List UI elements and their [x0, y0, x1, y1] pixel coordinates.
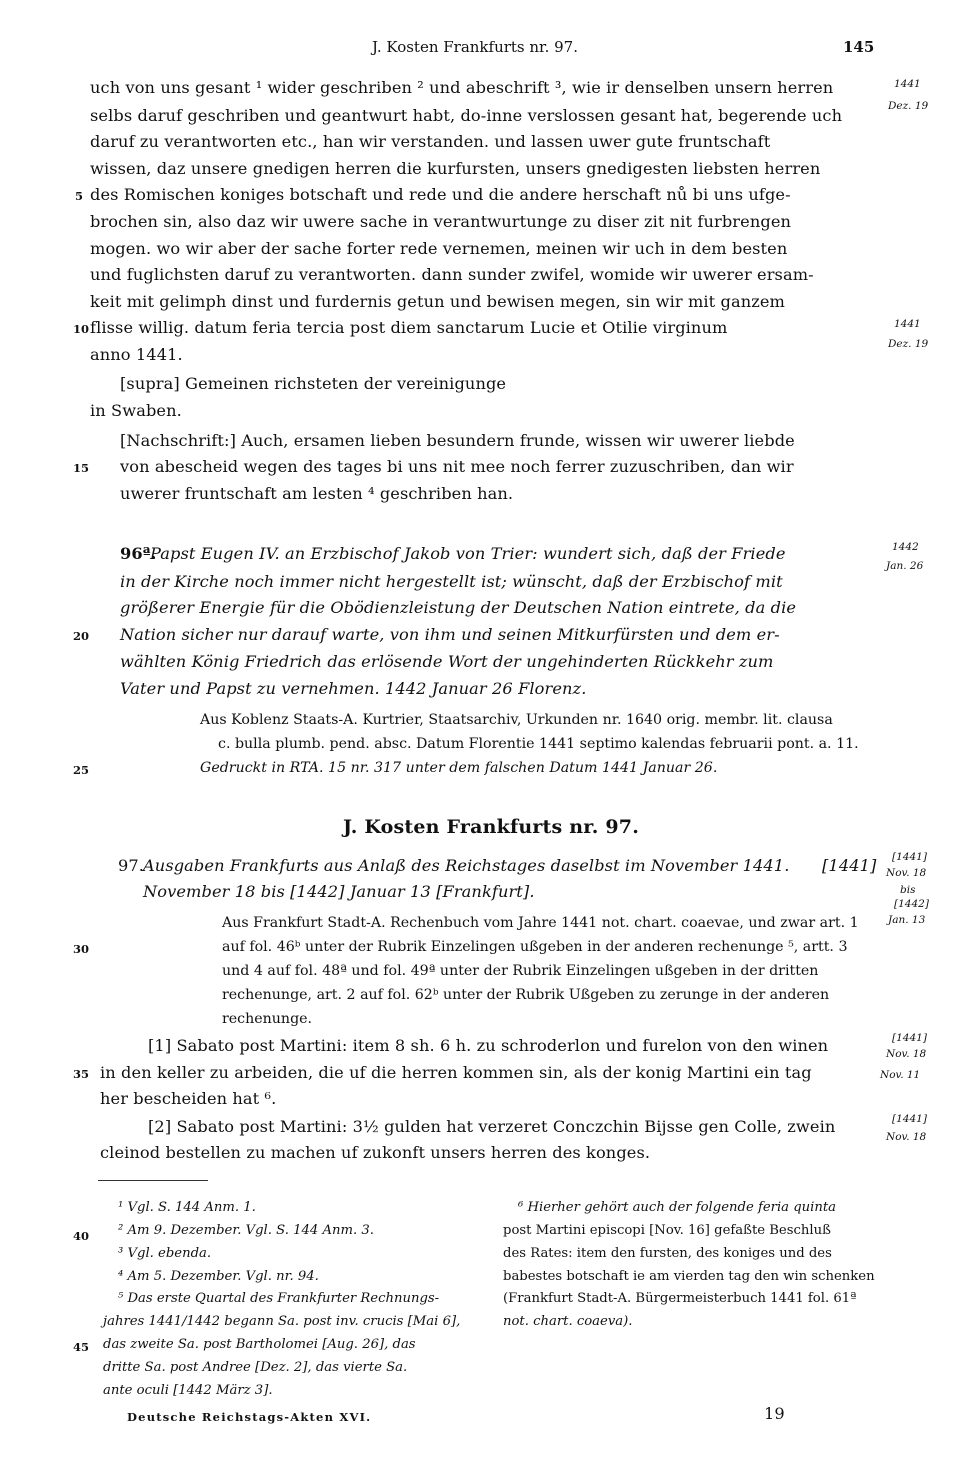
margin-date: [1441] [892, 1113, 927, 1125]
footnote-line: ⁵ Das erste Quartal des Frankfurter Rechnungs- [118, 1291, 440, 1306]
entry-line: [1] Sabato post Martini: item 8 sh. 6 h. zu schroderlon und furelon von den winen [148, 1036, 829, 1055]
regest-line: größerer Energie für die Obödienzleistung der Deutschen Nation eintrete, da die [120, 598, 797, 617]
regest-line: Papst Eugen IV. an Erzbischof Jakob von Trier: wundert sich, daß der Friede [150, 544, 786, 563]
entry-line: cleinod bestellen zu machen uf zukonft unsers herren des konges. [100, 1143, 651, 1162]
footnote-line: des Rates: item den fursten, des koniges und des [503, 1246, 832, 1261]
text-line: uch von uns gesant ¹ wider geschriben ² und abeschrift ³, wie ir denselben unsern herren [90, 78, 834, 97]
margin-date: 1441 [894, 318, 921, 330]
doc-number: 96ª. [120, 544, 157, 563]
entry-line: in den keller zu arbeiden, die uf die herren kommen sin, als der konig Martini ein tag [100, 1063, 812, 1082]
series-title: Deutsche Reichstags-Akten XVI. [127, 1410, 372, 1424]
text-line: des Romischen koniges botschaft und rede und die andere herschaft nů bi uns ufge- [90, 185, 791, 204]
source-line: rechenunge, art. 2 auf fol. 62ᵇ unter der Rubrik Ußgeben zu zerunge in der anderen [222, 987, 830, 1003]
line-number: 35 [73, 1067, 90, 1081]
entry-line: her bescheiden hat ⁶. [100, 1089, 277, 1108]
margin-date: Dez. 19 [888, 100, 929, 112]
source-line: auf fol. 46ᵇ unter der Rubrik Einzelingen ußgeben in der anderen rechenunge ⁵, artt. 3 [222, 939, 848, 955]
margin-date: [1441] [892, 851, 927, 863]
signature-number: 19 [764, 1404, 785, 1423]
margin-date: 1442 [892, 541, 919, 553]
doc-number: 97. [118, 856, 145, 875]
margin-date: Nov. 18 [886, 1048, 927, 1060]
text-line: und fuglichsten daruf zu verantworten. dann sunder zwifel, womide wir uwerer ersam- [90, 265, 814, 284]
footnote-line: not. chart. coaeva). [503, 1314, 633, 1329]
text-line: anno 1441. [90, 345, 183, 364]
line-number: 15 [73, 461, 90, 475]
footnote-line: ante oculi [1442 März 3]. [103, 1383, 273, 1398]
text-line: wissen, daz unsere gnedigen herren die kurfursten, unsers gnedigesten liebsten herren [90, 159, 821, 178]
regest-line: November 18 bis [1442] Januar 13 [Frankfurt]. [143, 882, 535, 901]
footnote-line: ¹ Vgl. S. 144 Anm. 1. [118, 1200, 256, 1215]
line-number: 10 [73, 322, 90, 336]
footnote-line: ⁴ Am 5. Dezember. Vgl. nr. 94. [118, 1269, 319, 1284]
footnote-line: das zweite Sa. post Bartholomei [Aug. 26], das [103, 1337, 416, 1352]
margin-date: Nov. 18 [886, 867, 927, 879]
regest-line: Nation sicher nur darauf warte, von ihm und seinen Mitkurfürsten und dem er- [120, 625, 780, 644]
text-line: daruf zu verantworten etc., han wir verstanden. und lassen uwer gute fruntschaft [90, 132, 771, 151]
footnote-line: jahres 1441/1442 begann Sa. post inv. crucis [Mai 6], [103, 1314, 461, 1329]
margin-date: [1441] [892, 1032, 927, 1044]
footnote-line: ² Am 9. Dezember. Vgl. S. 144 Anm. 3. [118, 1223, 374, 1238]
date-bracket: [1441] [822, 856, 877, 875]
source-line: Aus Koblenz Staats-A. Kurtrier, Staatsarchiv, Urkunden nr. 1640 orig. membr. lit. clausa [200, 712, 833, 728]
footnote-line: babestes botschaft ie am vierden tag den win schenken [503, 1269, 875, 1284]
footnote-rule [98, 1180, 208, 1181]
footnote-line: ⁶ Hierher gehört auch der folgende feria quinta [518, 1200, 837, 1215]
margin-date: Nov. 18 [886, 1131, 927, 1143]
margin-date: bis [900, 884, 916, 896]
text-line: brochen sin, also daz wir uwere sache in verantwurtunge zu diser zit nit furbrengen [90, 212, 792, 231]
source-line: rechenunge. [222, 1011, 313, 1027]
source-line: Gedruckt in RTA. 15 nr. 317 unter dem falschen Datum 1441 Januar 26. [200, 760, 718, 776]
source-line: Aus Frankfurt Stadt-A. Rechenbuch vom Jahre 1441 not. chart. coaevae, und zwar art. 1 [222, 915, 859, 931]
margin-date: [1442] [894, 898, 929, 910]
text-line: mogen. wo wir aber der sache forter rede vernemen, meinen wir uch in dem besten [90, 239, 788, 258]
text-line: flisse willig. datum feria tercia post diem sanctarum Lucie et Otilie virginum [90, 318, 728, 337]
text-line: selbs daruf geschriben und geantwurt habt, do-inne verslossen gesant hat, begerende uch [90, 106, 843, 125]
margin-date: 1441 [894, 78, 921, 90]
postscript-line: von abescheid wegen des tages bi uns nit mee noch ferrer zuzuschriben, dan wir [120, 457, 794, 476]
section-heading: J. Kosten Frankfurts nr. 97. [343, 816, 640, 838]
page-number: 145 [843, 38, 875, 56]
address-line: [supra] Gemeinen richsteten der vereinigunge [120, 374, 507, 393]
margin-date: Jan. 13 [888, 914, 926, 926]
regest-line: wählten König Friedrich das erlösende Wort der ungehinderten Rückkehr zum [120, 652, 774, 671]
address-line: in Swaben. [90, 401, 182, 420]
source-line: und 4 auf fol. 48ª und fol. 49ª unter der Rubrik Einzelingen ußgeben in der dritten [222, 963, 819, 979]
regest-line: Vater und Papst zu vernehmen. 1442 Januar 26 Florenz. [120, 679, 587, 698]
line-number: 25 [73, 763, 90, 777]
line-number: 30 [73, 942, 90, 956]
line-number: 5 [75, 189, 84, 203]
footnote-line: post Martini episcopi [Nov. 16] gefaßte Beschluß [503, 1223, 831, 1238]
postscript-line: [Nachschrift:] Auch, ersamen lieben besundern frunde, wissen wir uwerer liebde [120, 431, 795, 450]
line-number: 20 [73, 629, 90, 643]
source-line: c. bulla plumb. pend. absc. Datum Florentie 1441 septimo kalendas februarii pont. a. 11. [218, 736, 859, 752]
footnote-line: dritte Sa. post Andree [Dez. 2], das vierte Sa. [103, 1360, 408, 1375]
line-number: 45 [73, 1340, 90, 1354]
running-title: J. Kosten Frankfurts nr. 97. [372, 38, 578, 56]
margin-date: Jan. 26 [886, 560, 924, 572]
entry-line: [2] Sabato post Martini: 3½ gulden hat verzeret Conczchin Bijsse gen Colle, zwein [148, 1117, 836, 1136]
regest-line: in der Kirche noch immer nicht hergestellt ist; wünscht, daß der Erzbischof mit [120, 572, 783, 591]
line-number: 40 [73, 1229, 90, 1243]
regest-line: Ausgaben Frankfurts aus Anlaß des Reichstages daselbst im November 1441. [143, 856, 790, 875]
margin-date: Dez. 19 [888, 338, 929, 350]
footnote-line: (Frankfurt Stadt-A. Bürgermeisterbuch 1441 fol. 61ª [503, 1291, 857, 1306]
margin-date: Nov. 11 [880, 1069, 921, 1081]
postscript-line: uwerer fruntschaft am lesten ⁴ geschriben han. [120, 484, 514, 503]
footnote-line: ³ Vgl. ebenda. [118, 1246, 212, 1261]
text-line: keit mit gelimph dinst und furdernis getun und bewisen megen, sin wir mit ganzem [90, 292, 786, 311]
